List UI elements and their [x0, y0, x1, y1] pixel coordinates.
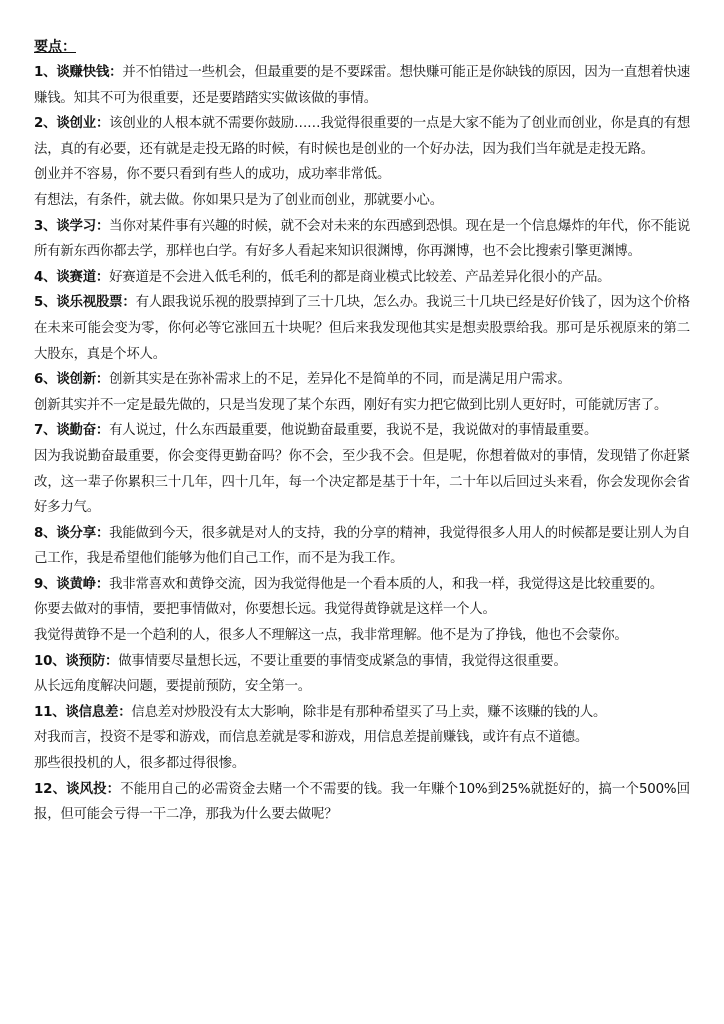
- point-paragraph: [34, 214, 690, 265]
- point-continuation: 对我而言，投资不是零和游戏，而信息差就是零和游戏，用信息差提前赚钱，或许有点不道德。: [34, 730, 589, 746]
- point-text: 做事情要尽量想长远，不要让重要的事情变成紧急的事情，我觉得这很重要。: [118, 653, 567, 669]
- point-text: 不能用自己的必需资金去赌一个不需要的钱。我一年赚个10%到25%就挺好的，搞一个500%回报，但可能会亏得一干二净，那我为什么要去做呢？: [34, 781, 690, 823]
- point-topic: 谈学习：: [56, 218, 110, 234]
- point-text: 当你对某件事有兴趣的时候，就不会对未来的东西感到恐惧。现在是一个信息爆炸的年代，你不能说所有新东西你都去学，那样也白学。有好多人看起来知识很渊博，你再渊博，也不会比搜索引擎更渊博。: [34, 218, 691, 260]
- point-paragraph: [34, 572, 690, 598]
- point-text: 该创业的人根本就不需要你鼓励……我觉得很重要的一点是大家不能为了创业而创业，你是真的有想法，真的有必要，还有就是走投无路的时候，有时候也是创业的一个好办法，因为我们当年就是走投无路。: [34, 116, 691, 157]
- point-number: 12、: [34, 781, 67, 797]
- point-paragraph: [34, 700, 690, 726]
- point-topic: 谈创业：: [56, 116, 110, 132]
- point-continuation: 有想法，有条件，就去做。你如果只是为了创业而创业，那就要小心。: [34, 192, 443, 208]
- point-text: 有人说过，什么东西最重要，他说勤奋最重要，我说不是，我说做对的事情最重要。: [109, 423, 598, 439]
- point-paragraph: [34, 60, 690, 111]
- point-paragraph: [34, 649, 690, 675]
- point-paragraph: [34, 521, 690, 572]
- point-continuation: 从长远角度解决问题，要提前预防，安全第一。: [34, 679, 312, 695]
- point-continuation: 因为我说勤奋最重要，你会变得更勤奋吗？你不会，至少我不会。但是呢，你想着做对的事情，发现错了你赶紧改，这一辈子你累积三十几年，四十几年，每一个决定都是基于十年，二十年以后回过头来看，你会发现你会省好多力气。: [34, 448, 690, 516]
- point-topic: 谈赛道：: [56, 269, 110, 285]
- point-topic: 谈风投：: [66, 781, 121, 797]
- point-topic: 谈赚快钱：: [56, 65, 123, 80]
- point-number: 10、: [34, 653, 66, 669]
- point-continuation: 我觉得黄铮不是一个趋利的人，很多人不理解这一点，我非常理解。他不是为了挣钱，他也不会蒙你。: [34, 628, 628, 644]
- point-topic: 谈黄峥：: [56, 576, 110, 592]
- point-paragraph: [34, 290, 690, 367]
- point-text: 创新其实是在弥补需求上的不足，差异化不是简单的不同，而是满足用户需求。: [109, 372, 571, 388]
- point-text: 我非常喜欢和黄铮交流，因为我觉得他是一个看本质的人，和我一样，我觉得这是比较重要的。: [109, 576, 664, 592]
- page-heading: 要点：: [34, 39, 76, 55]
- point-continuation: 创业并不容易，你不要只看到有些人的成功，成功率非常低。: [34, 167, 391, 183]
- point-paragraph: [34, 367, 690, 393]
- point-number: 2、: [34, 116, 57, 132]
- point-number: 9、: [34, 576, 57, 592]
- point-paragraph: [34, 265, 690, 291]
- point-topic: 谈勤奋：: [56, 423, 110, 439]
- point-number: 4、: [34, 269, 57, 285]
- point-paragraph: [34, 777, 690, 828]
- point-text: 有人跟我说乐视的股票掉到了三十几块，怎么办。我说三十几块已经是好价钱了，因为这个价格在未来可能会变为零，你何必等它涨回五十块呢？但后来我发现他其实是想卖股票给我。那可是乐视原来的第二大股东，真是个坏人。: [34, 295, 690, 362]
- point-number: 8、: [34, 525, 57, 541]
- point-paragraph: [34, 418, 690, 444]
- key-points-list: [34, 60, 690, 828]
- point-number: 1、: [34, 65, 57, 80]
- point-number: 6、: [34, 372, 57, 388]
- point-continuation: 你要去做对的事情，要把事情做对，你要想长远。我觉得黄铮就是这样一个人。: [34, 602, 496, 618]
- point-text: 好赛道是不会进入低毛利的，低毛利的都是商业模式比较差、产品差异化很小的产品。: [109, 269, 611, 285]
- point-continuation: 创新其实并不一定是最先做的，只是当发现了某个东西，刚好有实力把它做到比别人更好时，可能就厉害了。: [34, 397, 668, 413]
- point-text: 信息差对炒股没有太大影响，除非是有那种希望买了马上卖，赚不该赚的钱的人。: [131, 704, 607, 720]
- point-topic: 谈乐视股票：: [56, 295, 136, 311]
- point-topic: 谈预防：: [65, 653, 119, 669]
- point-number: 11、: [34, 704, 66, 720]
- point-number: 5、: [34, 295, 57, 311]
- point-topic: 谈分享：: [56, 525, 110, 541]
- document-body: [34, 34, 690, 828]
- point-number: 3、: [34, 218, 57, 234]
- point-topic: 谈创新：: [56, 372, 110, 388]
- point-continuation: 那些很投机的人，很多都过得很惨。: [34, 756, 246, 772]
- point-topic: 谈信息差：: [65, 704, 132, 720]
- point-text: 并不怕错过一些机会，但最重要的是不要踩雷。想快赚可能正是你缺钱的原因，因为一直想着快速赚钱。知其不可为很重要，还是要踏踏实实做该做的事情。: [34, 65, 691, 106]
- point-number: 7、: [34, 423, 57, 439]
- point-text: 我能做到今天，很多就是对人的支持，我的分享的精神，我觉得很多人用人的时候都是要让别人为自己工作，我是希望他们能够为他们自己工作，而不是为我工作。: [34, 525, 691, 567]
- point-paragraph: [34, 111, 690, 162]
